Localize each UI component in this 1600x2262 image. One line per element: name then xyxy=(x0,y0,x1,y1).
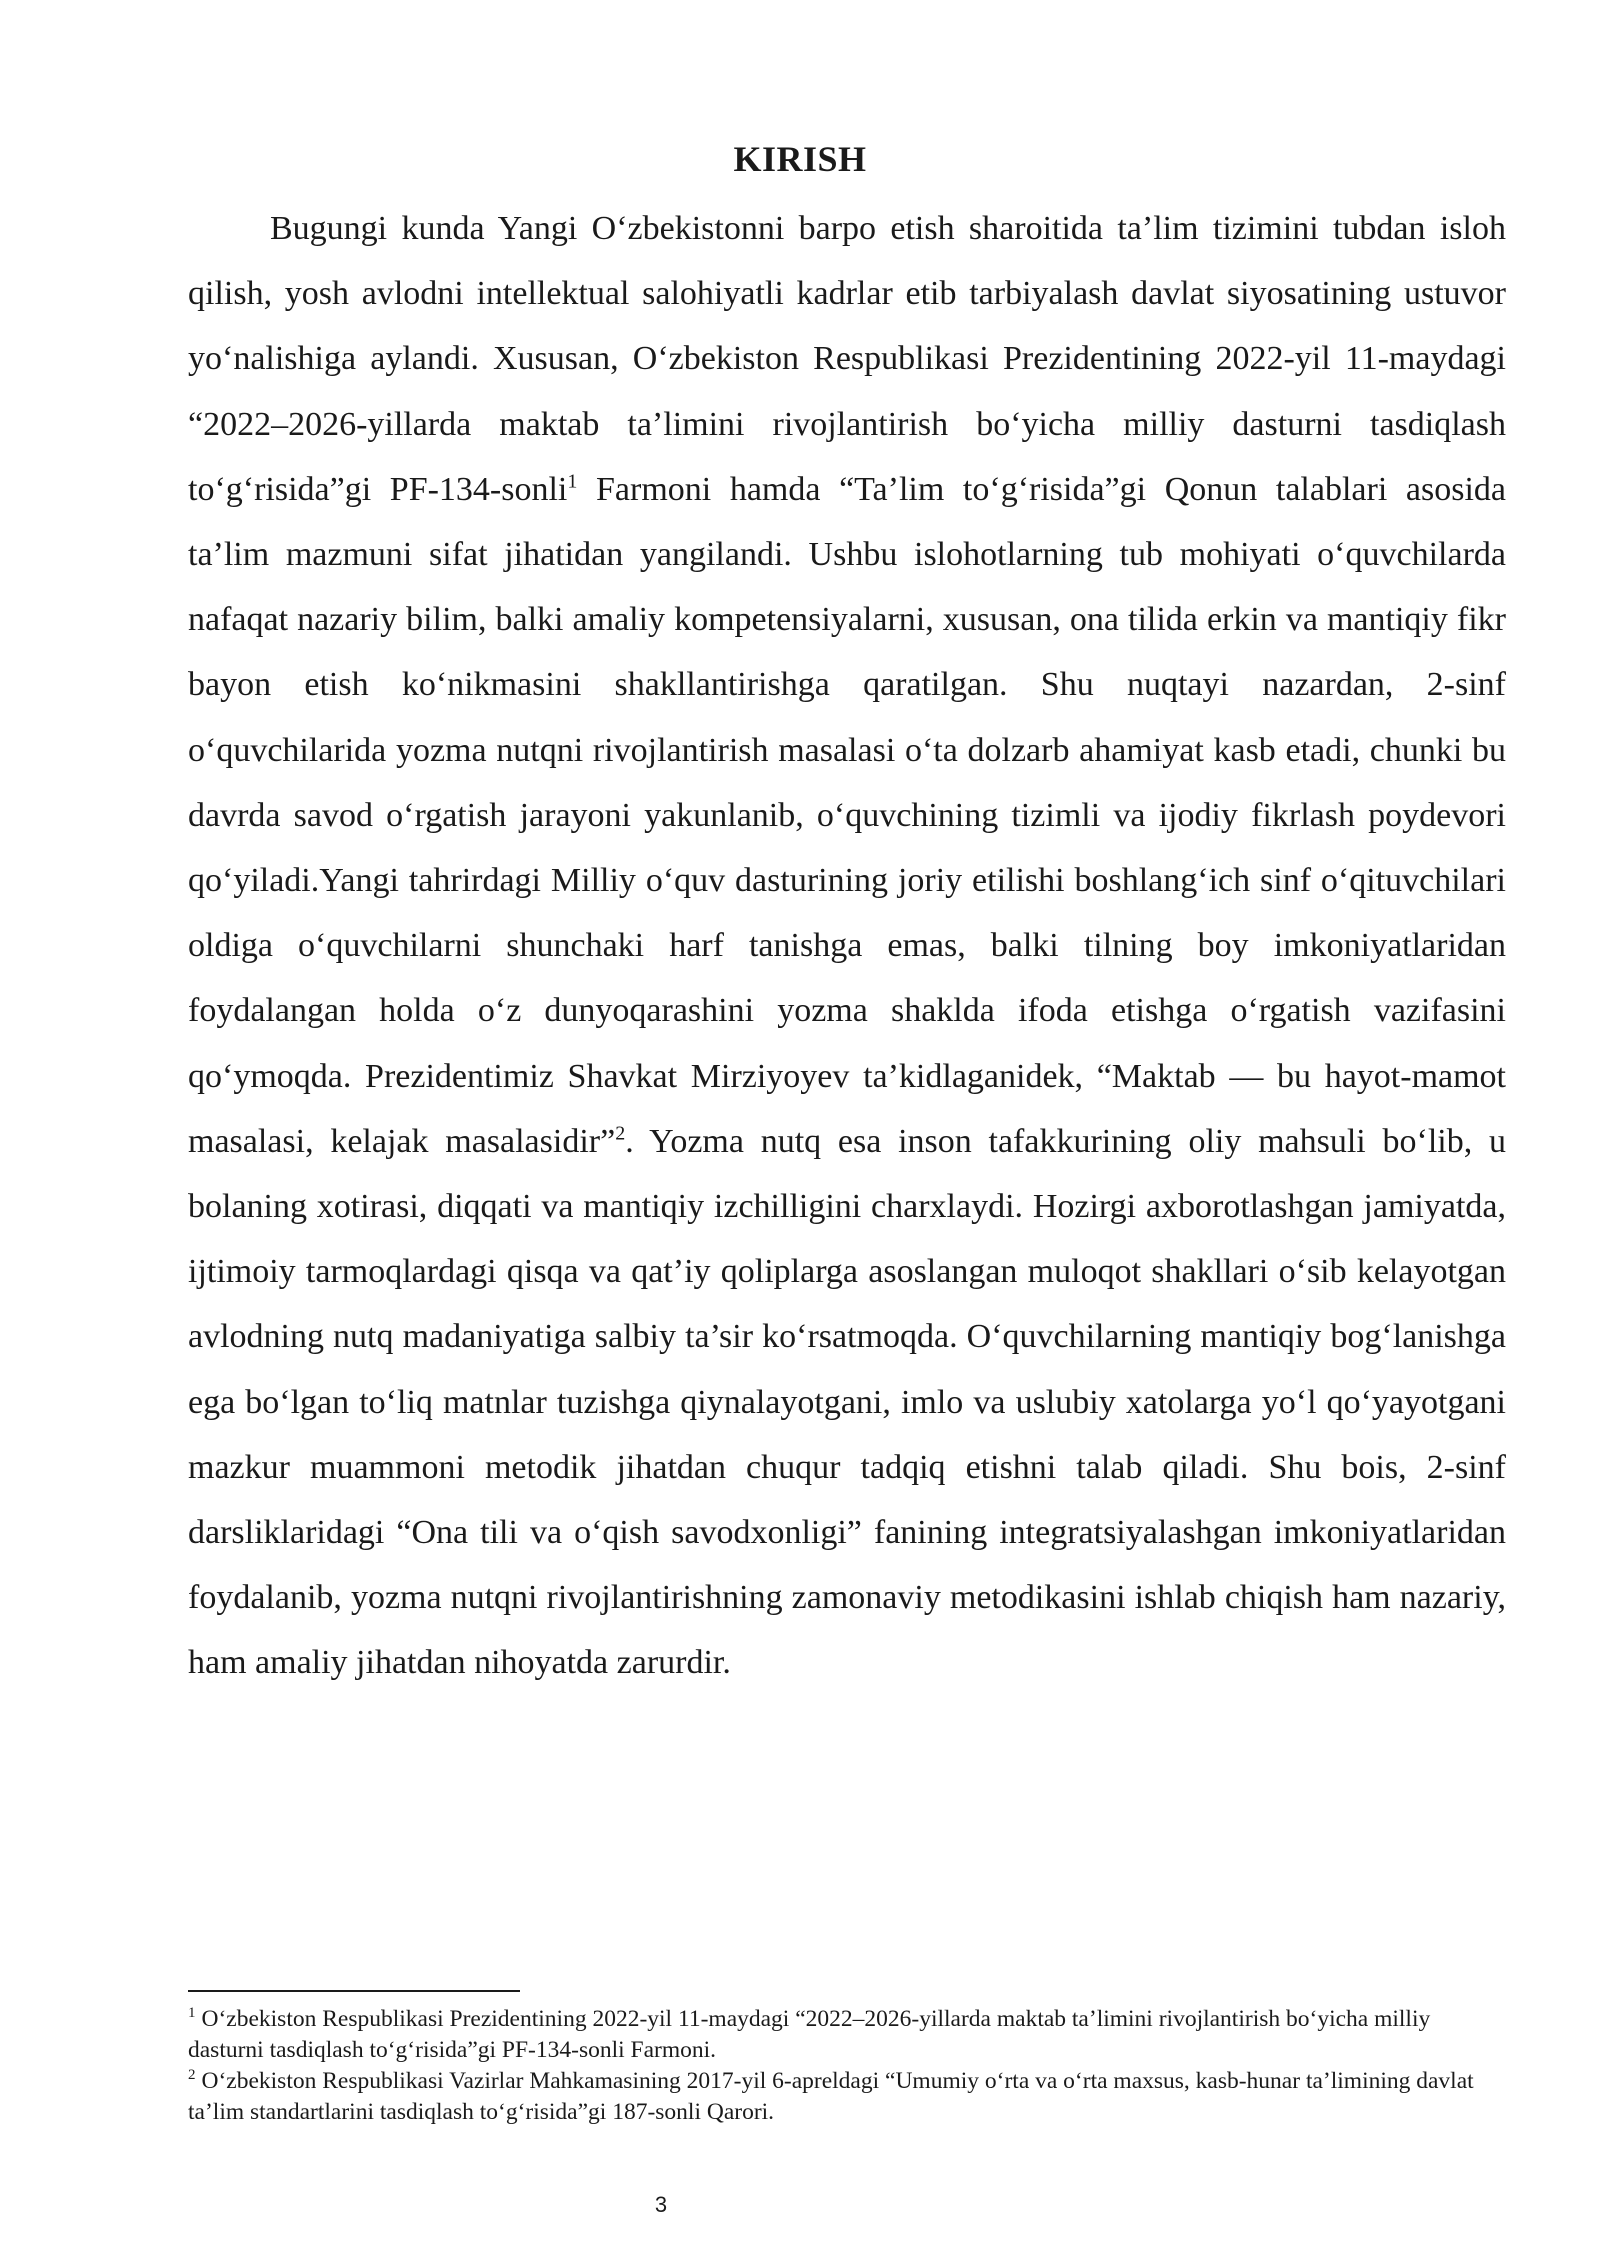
footnotes xyxy=(188,2004,1506,2128)
footnote-separator xyxy=(188,1990,520,1992)
footnote-reference-2[interactable]: 2 xyxy=(615,1122,626,1145)
footnote-text-1: O‘zbekiston Respublikasi Prezidentining 2022-yil 11-maydagi “2022–2026-yillarda maktab ta’limini rivojlantirish bo‘yicha milliy dasturni tasdiqlash to‘g‘risida”gi PF-134-sonli Farmoni. xyxy=(188,2006,1431,2063)
page-number: 3 xyxy=(654,2192,668,2217)
footnote-2 xyxy=(188,2066,1506,2128)
paragraph-text-part-1: Bugungi kunda Yangi O‘zbekistonni barpo etish sharoitida ta’lim tizimini tubdan isloh qilish, yosh avlodni intellektual salohiyatli kadrlar etib tarbiyalash davlat siyosatining ustuvor yo‘nalishiga aylandi. Xususan, O‘zbekiston Respublikasi Prezidentining 2022-yil 11-maydagi “2022–2026-yillarda maktab ta’limini rivojlantirish bo‘yicha milliy dasturni tasdiqlash to‘g‘risida”gi PF-134-sonli xyxy=(188,210,1506,508)
section-heading: KIRISH xyxy=(733,139,867,179)
footnote-1 xyxy=(188,2004,1506,2066)
footnote-mark-2: 2 xyxy=(188,2067,196,2084)
paragraph-text-part-3: . Yozma nutq esa inson tafakkurining oliy mahsuli bo‘lib, u bolaning xotirasi, diqqati va mantiqiy izchilligini charxlaydi. Hozirgi axborotlashgan jamiyatda, ijtimoiy tarmoqlardagi qisqa va qat’iy qoliplarga asoslangan muloqot shakllari o‘sib kelayotgan avlodning nutq madaniyatiga salbiy ta’sir ko‘rsatmoqda. O‘quvchilarning mantiqiy bog‘lanishga ega bo‘lgan to‘liq matnlar tuzishga qiynalayotgani, imlo va uslubiy xatolarga yo‘l qo‘yayotgani mazkur muammoni metodik jihatdan chuqur tadqiq etishni talab qiladi. Shu bois, 2-sinf darsliklaridagi “Ona tili va o‘qish savodxonligi” fanining integratsiyalashgan imkoniyatlaridan foydalanib, yozma nutqni rivojlantirishning zamonaviy metodikasini ishlab chiqish ham nazariy, ham amaliy jihatdan nihoyatda zarurdir. xyxy=(188,1122,1506,1682)
intro-paragraph xyxy=(188,196,1506,1696)
footnote-reference-1[interactable]: 1 xyxy=(567,470,578,493)
footnote-mark-1: 1 xyxy=(188,2005,196,2022)
paragraph-text-part-2: Farmoni hamda “Ta’lim to‘g‘risida”gi Qonun talablari asosida ta’lim mazmuni sifat jihatidan yangilandi. Ushbu islohotlarning tub mohiyati o‘quvchilarda nafaqat nazariy bilim, balki amaliy kompetensiyalarni, xususan, ona tilida erkin va mantiqiy fikr bayon etish ko‘nikmasini shakllantirishga qaratilgan. Shu nuqtayi nazardan, 2-sinf o‘quvchilarida yozma nutqni rivojlantirish masalasi o‘ta dolzarb ahamiyat kasb etadi, chunki bu davrda savod o‘rgatish jarayoni yakunlanib, o‘quvchining tizimli va ijodiy fikrlash poydevori qo‘yiladi.Yangi tahrirdagi Milliy o‘quv dasturining joriy etilishi boshlang‘ich sinf o‘qituvchilari oldiga o‘quvchilarni shunchaki harf tanishga emas, balki tilning boy imkoniyatlaridan foydalangan holda o‘z dunyoqarashini yozma shaklda ifoda etishga o‘rgatish vazifasini qo‘ymoqda. Prezidentimiz Shavkat Mirziyoyev ta’kidlaganidek, “Maktab — bu hayot-mamot masalasi, kelajak masalasidir” xyxy=(188,470,1506,1160)
footnote-text-2: O‘zbekiston Respublikasi Vazirlar Mahkamasining 2017-yil 6-apreldagi “Umumiy o‘rta va o‘rta maxsus, kasb-hunar ta’limining davlat ta’lim standartlarini tasdiqlash to‘g‘risida”gi 187-sonli Qarori. xyxy=(188,2068,1474,2125)
